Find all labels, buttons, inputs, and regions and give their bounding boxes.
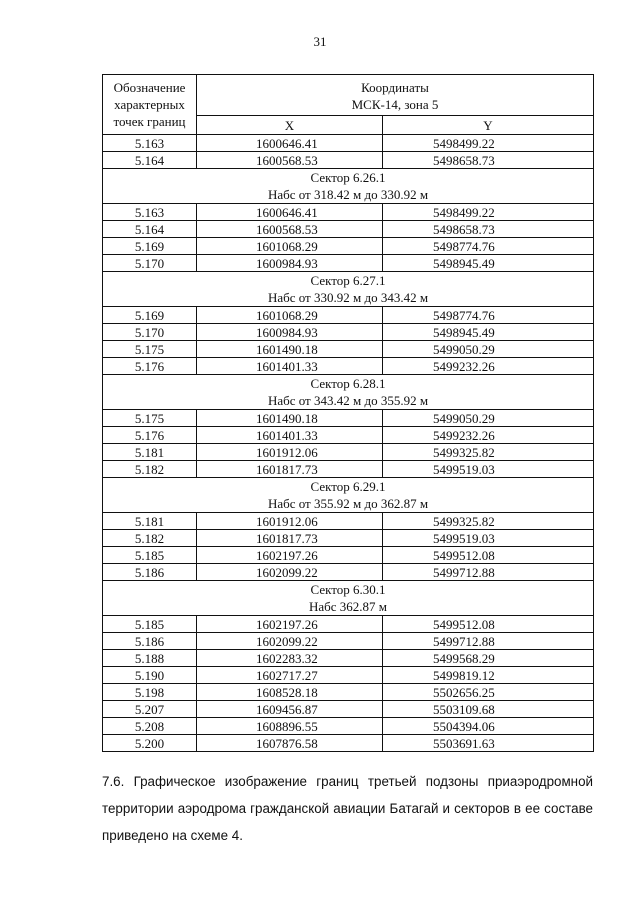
y-coordinate-cell: 5499712.88 — [383, 564, 594, 581]
x-coordinate-cell: 1600646.41 — [197, 204, 383, 221]
point-id-cell: 5.186 — [103, 633, 197, 650]
point-id-cell: 5.198 — [103, 684, 197, 701]
y-coordinate-cell: 5499325.82 — [383, 513, 594, 530]
y-coordinate-cell: 5499512.08 — [383, 616, 594, 633]
table-row — [103, 650, 594, 667]
point-id-cell: 5.175 — [103, 410, 197, 427]
points-column-header — [103, 75, 197, 135]
x-coordinate-cell: 1600568.53 — [197, 152, 383, 169]
x-coordinate-cell: 1600984.93 — [197, 324, 383, 341]
point-id-cell: 5.176 — [103, 358, 197, 375]
y-coordinate-cell: 5498774.76 — [383, 238, 594, 255]
table-row — [103, 152, 594, 169]
point-id-cell: 5.163 — [103, 135, 197, 152]
table-row — [103, 513, 594, 530]
x-column-header: X — [197, 116, 383, 135]
x-coordinate-cell: 1608528.18 — [197, 684, 383, 701]
y-coordinate-cell: 5499568.29 — [383, 650, 594, 667]
point-id-cell: 5.181 — [103, 444, 197, 461]
x-coordinate-cell: 1602099.22 — [197, 633, 383, 650]
point-id-cell: 5.200 — [103, 735, 197, 752]
x-coordinate-cell: 1601817.73 — [197, 461, 383, 478]
sector-header-cell — [103, 272, 594, 307]
y-coordinate-cell: 5504394.06 — [383, 718, 594, 735]
x-coordinate-cell: 1602099.22 — [197, 564, 383, 581]
table-row — [103, 684, 594, 701]
table-row — [103, 701, 594, 718]
x-coordinate-cell: 1602717.27 — [197, 667, 383, 684]
sector-header-row — [103, 581, 594, 616]
table-row — [103, 204, 594, 221]
y-coordinate-cell: 5498658.73 — [383, 152, 594, 169]
table-row — [103, 135, 594, 152]
x-coordinate-cell: 1601490.18 — [197, 341, 383, 358]
x-coordinate-cell: 1602283.32 — [197, 650, 383, 667]
y-coordinate-cell: 5502656.25 — [383, 684, 594, 701]
table-row — [103, 358, 594, 375]
y-coordinate-cell: 5503691.63 — [383, 735, 594, 752]
point-id-cell: 5.182 — [103, 461, 197, 478]
sector-header-row — [103, 375, 594, 410]
x-coordinate-cell: 1601912.06 — [197, 513, 383, 530]
sector-title: Сектор 6.28.1 — [310, 376, 386, 391]
point-id-cell: 5.163 — [103, 204, 197, 221]
x-coordinate-cell: 1601490.18 — [197, 410, 383, 427]
page-number: 31 — [313, 34, 327, 49]
sector-header-cell — [103, 375, 594, 410]
x-coordinate-cell: 1602197.26 — [197, 616, 383, 633]
paragraph-7-6: 7.6. Графическое изображение границ третьей подзоны приаэродромной территории аэродрома гражданской авиации Батагай и секторов в ее составе приведено на схеме 4. — [102, 774, 593, 843]
y-coordinate-cell: 5499519.03 — [383, 461, 594, 478]
table-row — [103, 564, 594, 581]
point-id-cell: 5.169 — [103, 307, 197, 324]
table-row — [103, 307, 594, 324]
sector-header-row — [103, 272, 594, 307]
y-coordinate-cell: 5499819.12 — [383, 667, 594, 684]
point-id-cell: 5.170 — [103, 255, 197, 272]
x-coordinate-cell: 1608896.55 — [197, 718, 383, 735]
y-coordinate-cell: 5499712.88 — [383, 633, 594, 650]
table-row — [103, 735, 594, 752]
x-coordinate-cell: 1601912.06 — [197, 444, 383, 461]
table-row — [103, 427, 594, 444]
y-coordinate-cell: 5503109.68 — [383, 701, 594, 718]
table-row — [103, 461, 594, 478]
y-coordinate-cell: 5498945.49 — [383, 255, 594, 272]
y-coordinate-cell: 5498774.76 — [383, 307, 594, 324]
sector-height-range: Набс 362.87 м — [308, 599, 388, 614]
y-coordinate-cell: 5498499.22 — [383, 204, 594, 221]
point-id-cell: 5.186 — [103, 564, 197, 581]
x-coordinate-cell: 1602197.26 — [197, 547, 383, 564]
point-id-cell: 5.176 — [103, 427, 197, 444]
y-coordinate-cell: 5499050.29 — [383, 341, 594, 358]
y-coordinate-cell: 5498658.73 — [383, 221, 594, 238]
coords-header-line: Координаты — [361, 80, 429, 96]
table-row — [103, 530, 594, 547]
point-id-cell: 5.207 — [103, 701, 197, 718]
y-coordinate-cell: 5498945.49 — [383, 324, 594, 341]
x-coordinate-cell: 1600568.53 — [197, 221, 383, 238]
y-coordinate-cell: 5499325.82 — [383, 444, 594, 461]
point-id-cell: 5.169 — [103, 238, 197, 255]
table-row — [103, 444, 594, 461]
table-row — [103, 633, 594, 650]
point-id-cell: 5.182 — [103, 530, 197, 547]
x-coordinate-cell: 1601817.73 — [197, 530, 383, 547]
point-id-cell: 5.175 — [103, 341, 197, 358]
coordinates-table — [102, 74, 594, 752]
table-row — [103, 547, 594, 564]
x-coordinate-cell: 1600984.93 — [197, 255, 383, 272]
table-row — [103, 255, 594, 272]
point-id-cell: 5.185 — [103, 616, 197, 633]
point-id-cell: 5.208 — [103, 718, 197, 735]
table-row — [103, 667, 594, 684]
x-coordinate-cell: 1607876.58 — [197, 735, 383, 752]
sector-header-cell — [103, 478, 594, 513]
x-coordinate-cell: 1601401.33 — [197, 358, 383, 375]
sector-height-range: Набс от 355.92 м до 362.87 м — [267, 496, 429, 511]
table-row — [103, 238, 594, 255]
x-coordinate-cell: 1600646.41 — [197, 135, 383, 152]
sector-title: Сектор 6.30.1 — [310, 582, 386, 597]
table-row — [103, 616, 594, 633]
sector-height-range: Набс от 318.42 м до 330.92 м — [267, 187, 429, 202]
x-coordinate-cell: 1601068.29 — [197, 307, 383, 324]
y-coordinate-cell: 5498499.22 — [383, 135, 594, 152]
sector-title: Сектор 6.27.1 — [310, 273, 386, 288]
table-row — [103, 718, 594, 735]
points-header-line: характерных — [114, 97, 185, 112]
sector-header-cell — [103, 169, 594, 204]
sector-header-row — [103, 169, 594, 204]
sector-header-cell — [103, 581, 594, 616]
coords-header-line: МСК-14, зона 5 — [351, 97, 439, 113]
x-coordinate-cell: 1609456.87 — [197, 701, 383, 718]
point-id-cell: 5.170 — [103, 324, 197, 341]
point-id-cell: 5.164 — [103, 152, 197, 169]
sector-header-row — [103, 478, 594, 513]
x-coordinate-cell: 1601401.33 — [197, 427, 383, 444]
points-header-line: точек границ — [113, 114, 186, 129]
y-coordinate-cell: 5499519.03 — [383, 530, 594, 547]
table-row — [103, 341, 594, 358]
point-id-cell: 5.185 — [103, 547, 197, 564]
x-coordinate-cell: 1601068.29 — [197, 238, 383, 255]
y-coordinate-cell: 5499512.08 — [383, 547, 594, 564]
y-column-header: Y — [383, 116, 594, 135]
table-row — [103, 221, 594, 238]
y-coordinate-cell: 5499232.26 — [383, 358, 594, 375]
sector-title: Сектор 6.26.1 — [310, 170, 386, 185]
point-id-cell: 5.190 — [103, 667, 197, 684]
y-coordinate-cell: 5499232.26 — [383, 427, 594, 444]
table-row — [103, 324, 594, 341]
point-id-cell: 5.188 — [103, 650, 197, 667]
sector-title: Сектор 6.29.1 — [310, 479, 386, 494]
table-header-row — [103, 75, 594, 116]
point-id-cell: 5.181 — [103, 513, 197, 530]
coordinates-column-header — [197, 75, 594, 116]
table-row — [103, 410, 594, 427]
y-coordinate-cell: 5499050.29 — [383, 410, 594, 427]
point-id-cell: 5.164 — [103, 221, 197, 238]
sector-height-range: Набс от 330.92 м до 343.42 м — [267, 290, 429, 305]
points-header-line: Обозначение — [113, 80, 186, 95]
sector-height-range: Набс от 343.42 м до 355.92 м — [267, 393, 429, 408]
